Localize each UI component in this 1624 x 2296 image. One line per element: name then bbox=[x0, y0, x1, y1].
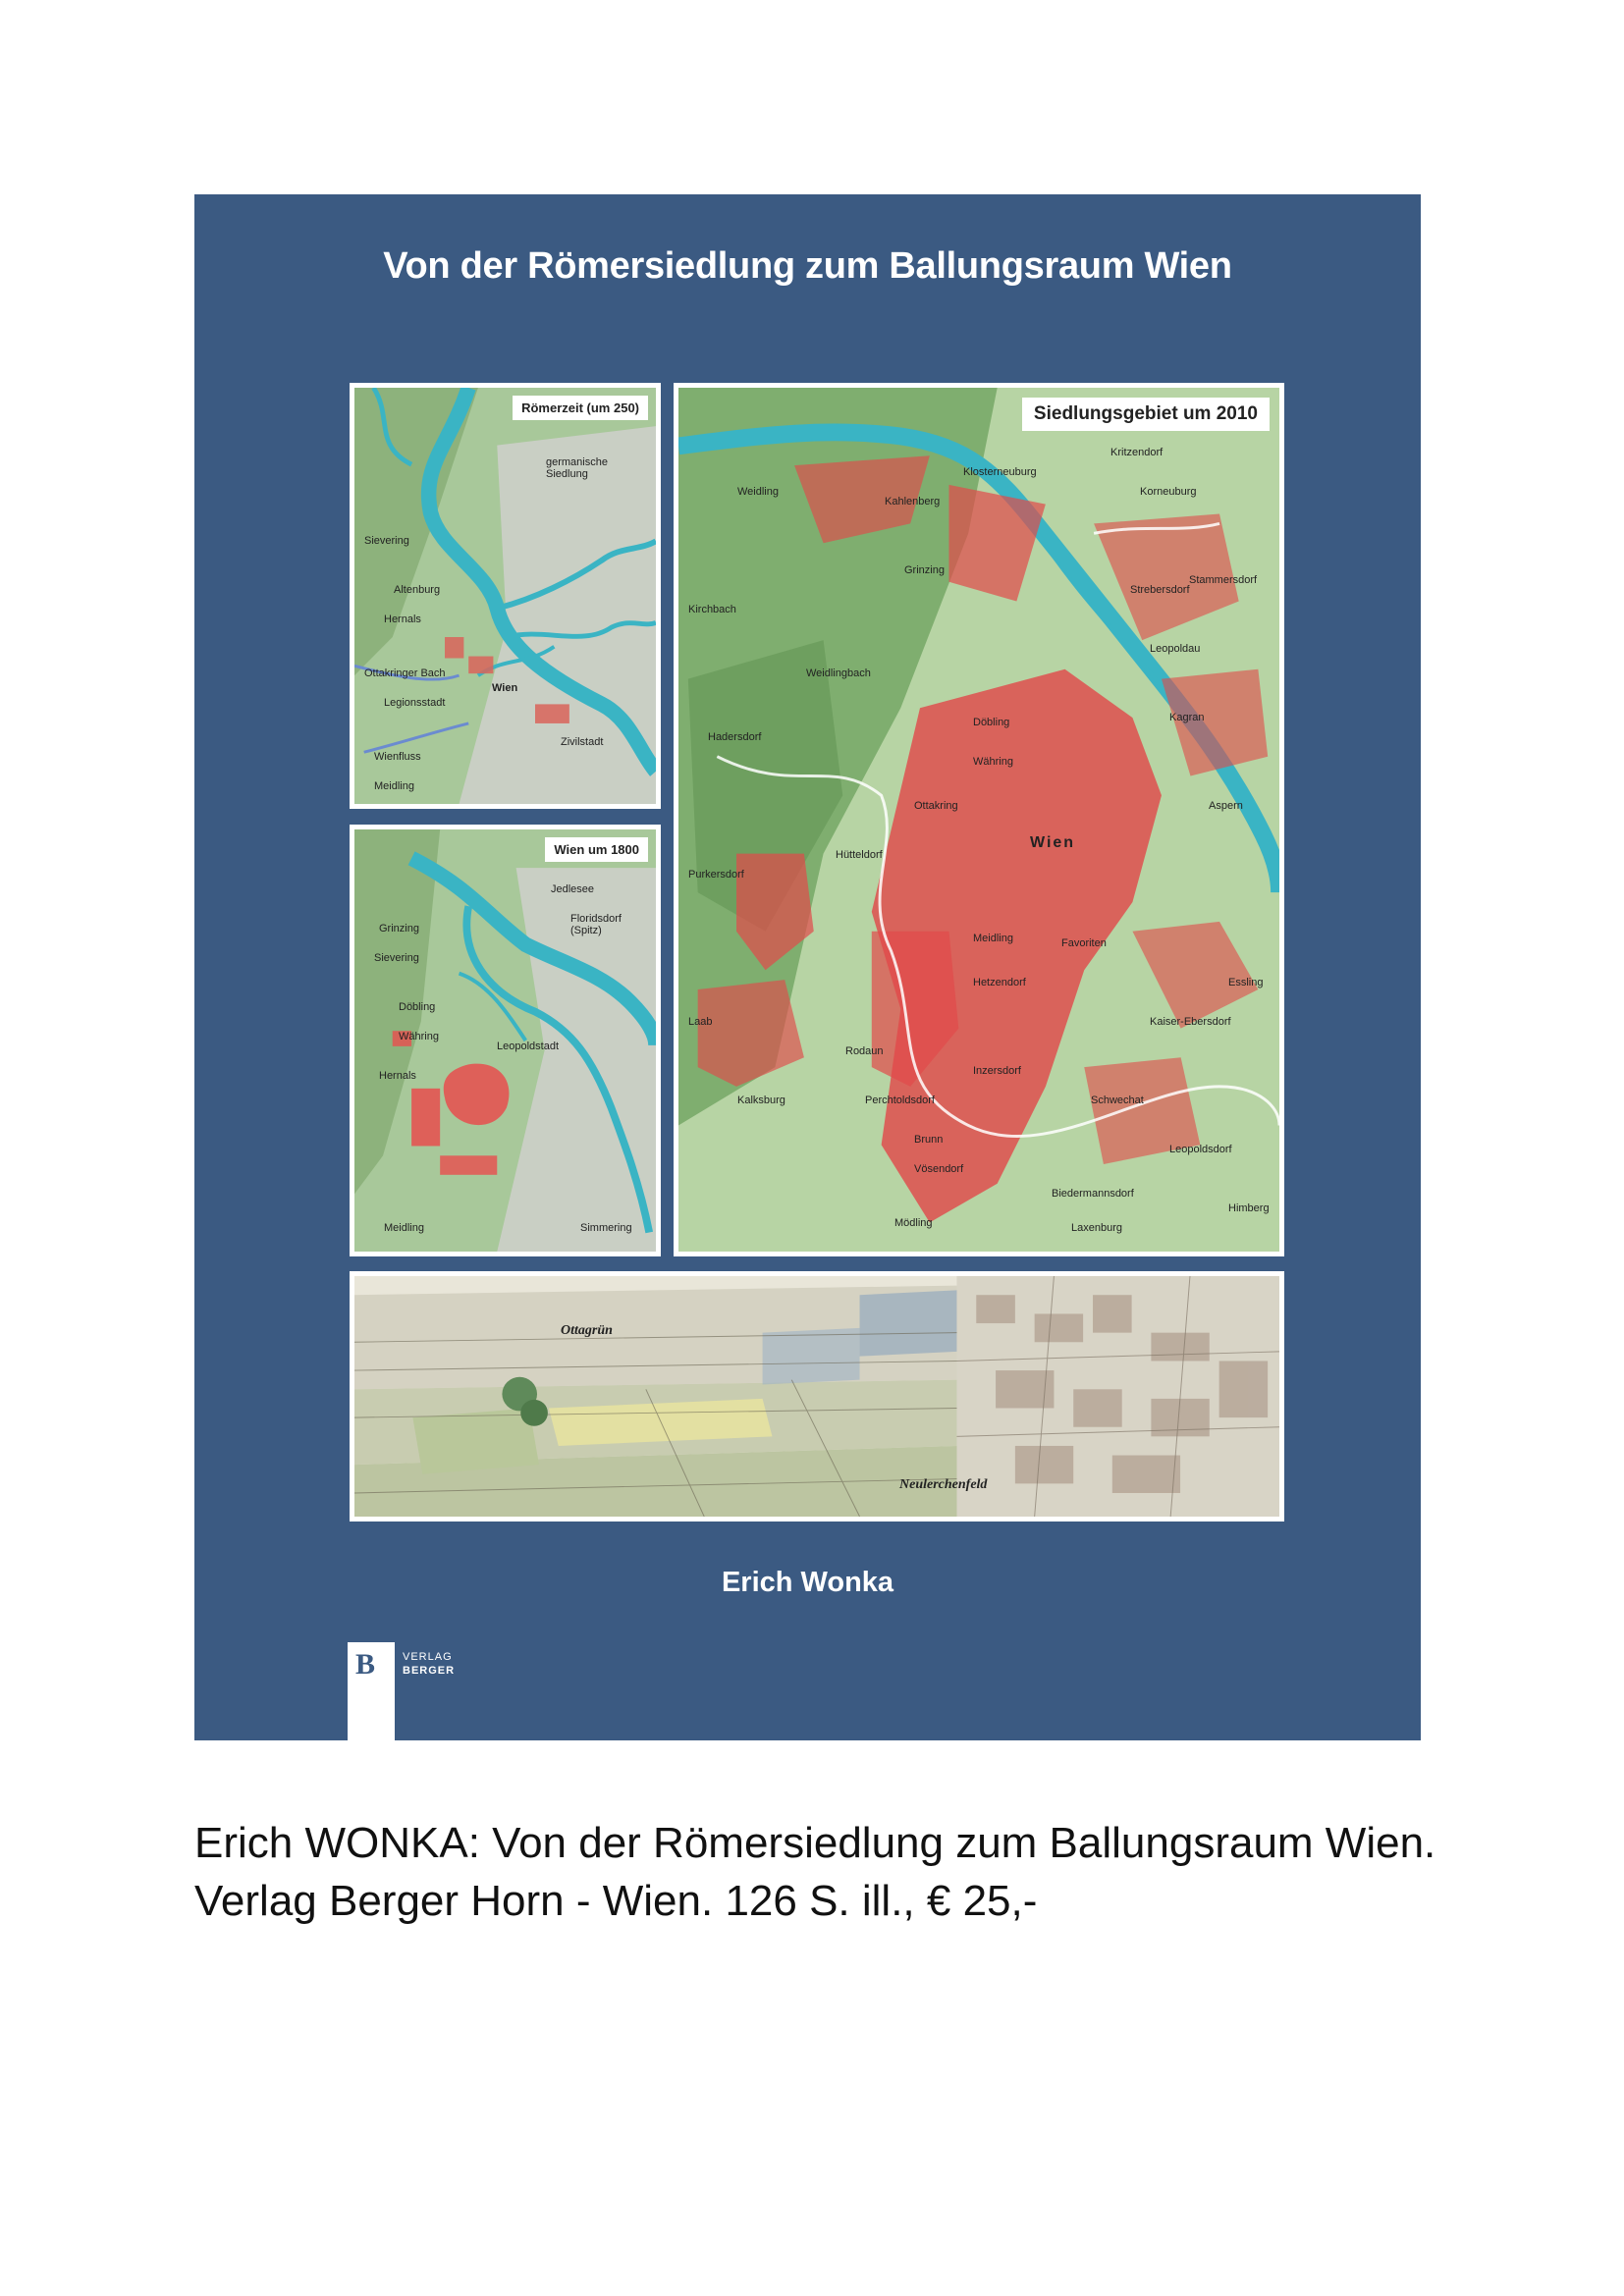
place-label: Jedlesee bbox=[551, 883, 595, 895]
city-label: Wien bbox=[1030, 834, 1076, 851]
panorama-illustration bbox=[354, 1276, 1279, 1517]
place-label: Essling bbox=[1228, 977, 1264, 988]
place-label: germanische Siedlung bbox=[546, 456, 608, 480]
place-label: Döbling bbox=[399, 1001, 436, 1013]
place-label: Strebersdorf bbox=[1130, 584, 1190, 596]
place-label: Sievering bbox=[374, 952, 419, 964]
place-label: Inzersdorf bbox=[973, 1065, 1021, 1077]
map-roman-period bbox=[350, 383, 661, 809]
place-label: Weidling bbox=[737, 486, 779, 498]
place-label: Brunn bbox=[914, 1134, 944, 1146]
logo-letter: B bbox=[355, 1648, 376, 1681]
publisher-logo bbox=[348, 1642, 495, 1740]
book-citation: Erich WONKA: Von der Römersiedlung zum Ballungsraum Wien. Verlag Berger Horn - Wien. 126 S. ill., € 25,- bbox=[194, 1819, 1436, 1925]
place-label: Favoriten bbox=[1061, 937, 1107, 949]
map-settlement-2010 bbox=[674, 383, 1284, 1256]
book-cover bbox=[194, 194, 1421, 1740]
publisher-name-line2: BERGER bbox=[403, 1665, 456, 1677]
place-label: Ottakringer Bach bbox=[364, 667, 446, 679]
place-label: Kagran bbox=[1169, 712, 1205, 723]
historic-panorama bbox=[350, 1271, 1284, 1522]
place-label: Altenburg bbox=[394, 584, 441, 596]
place-label: Meidling bbox=[374, 780, 414, 792]
place-label: Währing bbox=[399, 1031, 439, 1042]
map-2010-illustration bbox=[678, 388, 1279, 1252]
place-label: Klosterneuburg bbox=[963, 466, 1037, 478]
place-label: Hernals bbox=[384, 614, 421, 625]
place-label: Leopoldsdorf bbox=[1169, 1144, 1232, 1155]
place-label: Grinzing bbox=[379, 923, 419, 934]
place-label: Vösendorf bbox=[914, 1163, 964, 1175]
roman-map-label: Römerzeit (um 250) bbox=[513, 396, 648, 420]
panorama-label: Neulerchenfeld bbox=[899, 1477, 988, 1492]
place-label: Laxenburg bbox=[1071, 1222, 1122, 1234]
place-label: Kirchbach bbox=[688, 604, 736, 615]
place-label: Floridsdorf (Spitz) bbox=[570, 913, 622, 936]
place-label: Kalksburg bbox=[737, 1095, 785, 1106]
place-label: Himberg bbox=[1228, 1202, 1270, 1214]
cover-title: Von der Römersiedlung zum Ballungsraum Wien bbox=[383, 245, 1232, 287]
place-label: Hütteldorf bbox=[836, 849, 883, 861]
place-label: Leopoldau bbox=[1150, 643, 1201, 655]
map-roman-illustration bbox=[354, 388, 656, 804]
place-label: Perchtoldsdorf bbox=[865, 1095, 935, 1106]
place-label: Laab bbox=[688, 1016, 713, 1028]
place-label: Wienfluss bbox=[374, 751, 421, 763]
cover-author: Erich Wonka bbox=[721, 1567, 894, 1598]
place-label: Legionsstadt bbox=[384, 697, 446, 709]
logo-mark bbox=[348, 1642, 395, 1740]
place-label: Schwechat bbox=[1091, 1095, 1144, 1106]
place-label: Hetzendorf bbox=[973, 977, 1026, 988]
place-label: Währing bbox=[973, 756, 1013, 768]
place-label: Grinzing bbox=[904, 564, 945, 576]
place-label: Purkersdorf bbox=[688, 869, 744, 881]
place-label: Meidling bbox=[384, 1222, 424, 1234]
map-vienna-1800 bbox=[350, 825, 661, 1256]
place-label: Meidling bbox=[973, 933, 1013, 944]
place-label: Mödling bbox=[894, 1217, 933, 1229]
vienna-1800-label: Wien um 1800 bbox=[545, 837, 648, 862]
place-label: Hadersdorf bbox=[708, 731, 762, 743]
place-label: Biedermannsdorf bbox=[1052, 1188, 1134, 1200]
place-label: Döbling bbox=[973, 717, 1010, 728]
place-label: Kahlenberg bbox=[885, 496, 941, 507]
place-label: Hernals bbox=[379, 1070, 416, 1082]
place-label: Aspern bbox=[1209, 800, 1243, 812]
place-label: Sievering bbox=[364, 535, 409, 547]
place-label: Wien bbox=[492, 682, 518, 694]
place-label: Stammersdorf bbox=[1189, 574, 1258, 586]
place-label: Weidlingbach bbox=[806, 667, 871, 679]
place-label: Kaiser-Ebersdorf bbox=[1150, 1016, 1231, 1028]
place-label: Kritzendorf bbox=[1110, 447, 1164, 458]
place-label: Simmering bbox=[580, 1222, 632, 1234]
place-label: Rodaun bbox=[845, 1045, 884, 1057]
place-label: Ottakring bbox=[914, 800, 958, 812]
publisher-name-line1: VERLAG bbox=[403, 1651, 453, 1663]
place-label: Zivilstadt bbox=[561, 736, 604, 748]
settlement-2010-label: Siedlungsgebiet um 2010 bbox=[1022, 398, 1270, 431]
place-label: Leopoldstadt bbox=[497, 1041, 559, 1052]
panorama-label: Ottagrün bbox=[561, 1323, 613, 1338]
place-label: Korneuburg bbox=[1140, 486, 1197, 498]
